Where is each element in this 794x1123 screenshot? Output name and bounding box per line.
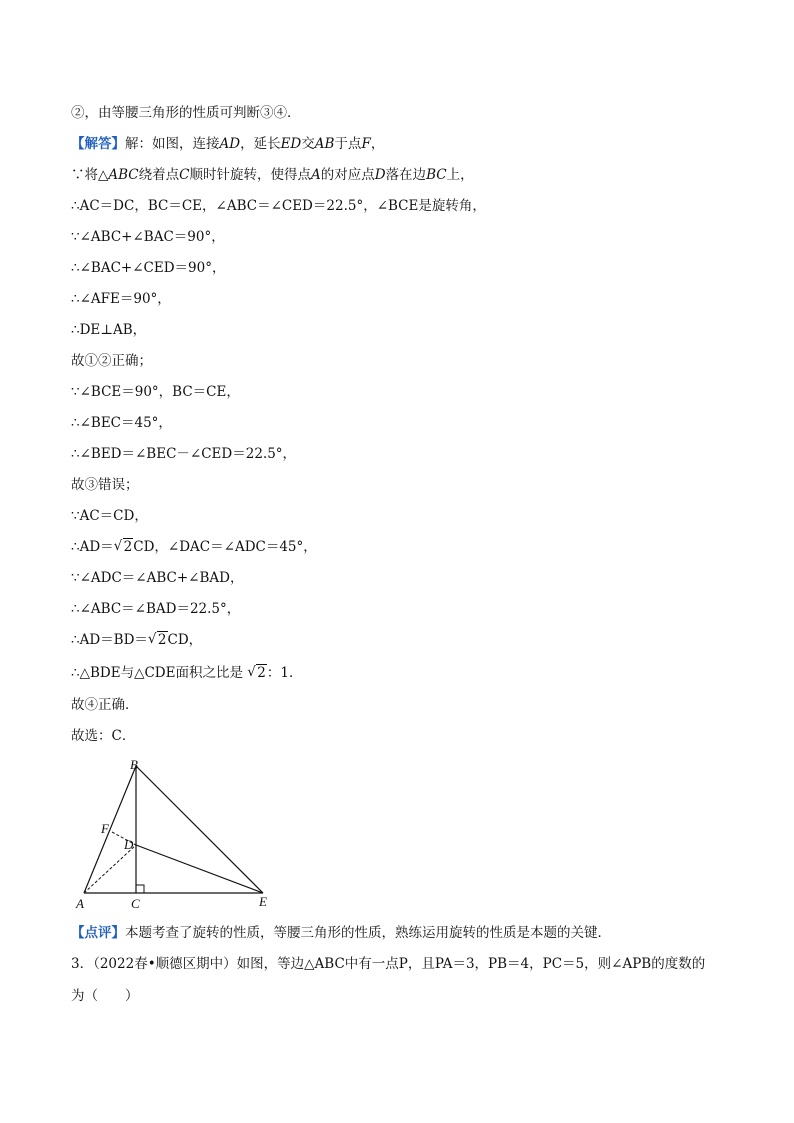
text-line xyxy=(71,664,302,682)
text-line: ∴∠BEC＝45°， xyxy=(71,415,172,431)
text-line xyxy=(71,538,317,556)
text: 交 xyxy=(301,136,315,152)
label-f: F xyxy=(101,821,109,836)
text-line: 故选：C． xyxy=(71,728,136,744)
review-line xyxy=(71,924,611,942)
answer-tag: 【解答】 xyxy=(71,136,125,152)
segment-ab xyxy=(84,766,136,893)
text-line: ∴AC＝DC，BC＝CE，∠ABC＝∠CED＝22.5°，∠BCE是旋转角， xyxy=(71,198,486,214)
text: BC xyxy=(426,167,447,183)
text: A xyxy=(310,167,321,183)
segment-de xyxy=(136,845,263,893)
text: 顺时针旋转，使得点 xyxy=(189,167,311,183)
text: 本题考查了旋转的性质，等腰三角形的性质，熟练运用旋转的性质是本题的关键． xyxy=(125,925,611,941)
sqrt-symbol xyxy=(148,631,168,649)
right-angle-mark xyxy=(136,885,144,893)
text: ∴AD＝BD＝ xyxy=(71,632,148,648)
text-line: 故③错误； xyxy=(71,477,139,493)
text-line: ∴DE⊥AB， xyxy=(71,322,147,338)
text: 绕着点 xyxy=(138,167,180,183)
text: D xyxy=(374,167,386,183)
review-tag: 【点评】 xyxy=(71,925,125,941)
text: 于点 xyxy=(334,136,362,152)
label-e: E xyxy=(259,894,267,909)
text-line: ∵∠ABC+∠BAC＝90°， xyxy=(71,229,225,245)
text-line: ∴∠BED＝∠BEC－∠CED＝22.5°， xyxy=(71,446,297,462)
text: F xyxy=(361,136,371,152)
text: ED xyxy=(280,136,302,152)
segment-be xyxy=(136,766,263,893)
label-a: A xyxy=(76,896,84,911)
text-line: ∵∠BCE＝90°，BC＝CE， xyxy=(71,384,240,400)
question-line: 3．（2022春•顺德区期中）如图，等边△ABC中有一点P，且PA＝3，PB＝4，PC＝5，则∠APB的度数的 xyxy=(71,956,706,972)
radicand: 2 xyxy=(123,539,133,555)
text: ， xyxy=(370,136,385,152)
label-c: C xyxy=(131,896,140,911)
text: 落在边 xyxy=(385,167,427,183)
text: ∵将△ xyxy=(71,167,109,183)
radicand: 2 xyxy=(257,665,266,681)
text-line: ∴∠BAC+∠CED＝90°， xyxy=(71,260,226,276)
radicand: 2 xyxy=(157,632,167,648)
sqrt-symbol xyxy=(114,538,134,556)
text-line xyxy=(71,631,202,649)
text-line: ∵∠ADC＝∠ABC+∠BAD， xyxy=(71,570,244,586)
text: 解：如图，连接 xyxy=(125,136,220,152)
text: ，延长 xyxy=(240,136,281,152)
text-line: 故①②正确； xyxy=(71,353,152,369)
sqrt-symbol xyxy=(247,664,267,682)
text: C xyxy=(179,167,190,183)
text: ABC xyxy=(108,167,139,183)
text-line: ∵AC＝CD， xyxy=(71,508,148,524)
label-d: D xyxy=(124,837,134,852)
question-line: 为（ ） xyxy=(71,988,139,1004)
text: 的对应点 xyxy=(320,167,375,183)
text: ∴AD＝ xyxy=(71,539,114,555)
segment-ad-dashed xyxy=(84,845,136,893)
text-line: 故④正确． xyxy=(71,697,139,713)
text: ：1． xyxy=(266,665,303,681)
text-line: ∴∠ABC＝∠BAD＝22.5°， xyxy=(71,601,241,617)
text: AD xyxy=(219,136,241,152)
text-line: ②，由等腰三角形的性质可判断③④． xyxy=(71,105,301,121)
text-line xyxy=(71,166,474,184)
geometry-figure xyxy=(70,755,285,915)
text-line: ∴∠AFE＝90°， xyxy=(71,291,171,307)
answer-line xyxy=(71,135,384,153)
label-b: B xyxy=(130,757,138,772)
text: AB xyxy=(314,136,335,152)
text: CD， xyxy=(167,632,203,648)
text: ∴△BDE与△CDE面积之比是 xyxy=(71,665,243,681)
text: CD，∠DAC＝∠ADC＝45°， xyxy=(133,539,317,555)
text: 上， xyxy=(446,167,474,183)
